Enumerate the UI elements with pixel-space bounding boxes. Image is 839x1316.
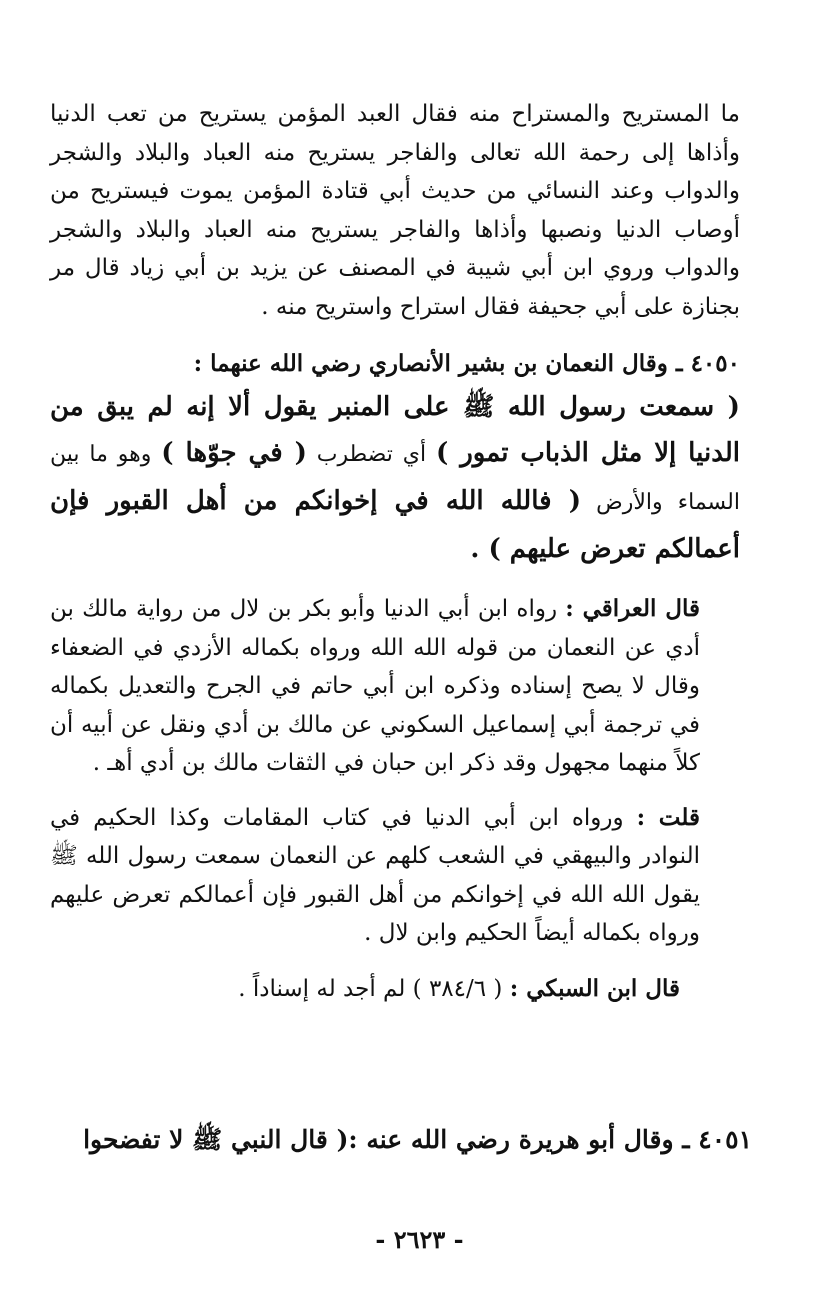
iraqi-label: قال العراقي : bbox=[565, 595, 700, 622]
hadith-4050-text-part1: ( سمعت رسول الله ﷺ على المنبر يقول ألا إنه لم يبق من الدنيا إلا مثل الذباب تمور ) bbox=[50, 392, 740, 468]
hadith-4050-text-part2: ( فالله الله في إخوانكم من أهل القبور فإن أعمالكم تعرض عليهم ) . bbox=[50, 486, 740, 564]
hadith-4050-gloss1: أي تضطرب bbox=[306, 442, 436, 467]
subki-text: لم أجد له إسناداً . bbox=[238, 975, 406, 1002]
page-number: - ٢٦٢٣ - bbox=[375, 1225, 464, 1254]
subki-label: قال ابن السبكي : bbox=[509, 974, 680, 1002]
hadith-4050-header: ٤٠٥٠ ـ وقال النعمان بن بشير الأنصاري رضي الله عنهما : bbox=[193, 350, 740, 377]
subki-ref: ( ٣٨٤/٦ ) bbox=[405, 975, 510, 1002]
hadith-4050-term: ( في جوّها ) bbox=[161, 438, 307, 468]
subki-note bbox=[50, 969, 740, 1009]
iraqi-commentary bbox=[50, 590, 740, 783]
hadith-4050-gloss2: وهو ما بين السماء والأرض bbox=[50, 442, 740, 515]
hadith-4051-start: ٤٠٥١ ـ وقال أبو هريرة رضي الله عنه :( قال النبي ﷺ لا تفضحوا bbox=[83, 1125, 752, 1154]
iraqi-text: رواه ابن أبي الدنيا وأبو بكر بن لال من رواية مالك بن أدي عن النعمان من قوله الله الله ورواه بكماله الأزدي في الضعفاء وقال لا يصح إسناده وذكره ابن أبي حاتم في الجرح والتعديل بكماله في ترجمة أبي إسماعيل السكوني عن مالك بن أدي ونقل عن أبيه أن كلاً منهما مجهول وقد ذكر ابن حبان في الثقات مالك بن أدي أهـ . bbox=[50, 596, 700, 776]
intro-paragraph: ما المستريح والمستراح منه فقال العبد المؤمن يستريح من تعب الدنيا وأذاها إلى رحمة الله تعالى والفاجر يستريح منه العباد والبلاد والشجر والدواب وعند النسائي من حديث أبي قتادة المؤمن يموت فيستريح من أوصاب الدنيا ونصبها وأذاها والفاجر يستريح منه العباد والبلاد والشجر والدواب وروي ابن أبي شيبة في المصنف عن يزيد بن أبي زياد قال مر بجنازة على أبي جحيفة فقال استراح واستريح منه . bbox=[50, 101, 740, 320]
page-body bbox=[50, 95, 740, 1009]
qult-label: قلت : bbox=[636, 803, 700, 831]
qult-text: ورواه ابن أبي الدنيا في كتاب المقامات وكذا الحكيم في النوادر والبيهقي في الشعب كلهم عن النعمان سمعت رسول الله ﷺ يقول الله الله في إخوانكم من أهل القبور فإن أعمالكم تعرض عليهم ورواه بكماله أيضاً الحكيم وابن لال . bbox=[50, 804, 700, 946]
qult-commentary bbox=[50, 799, 740, 953]
hadith-4050-text bbox=[50, 384, 740, 572]
